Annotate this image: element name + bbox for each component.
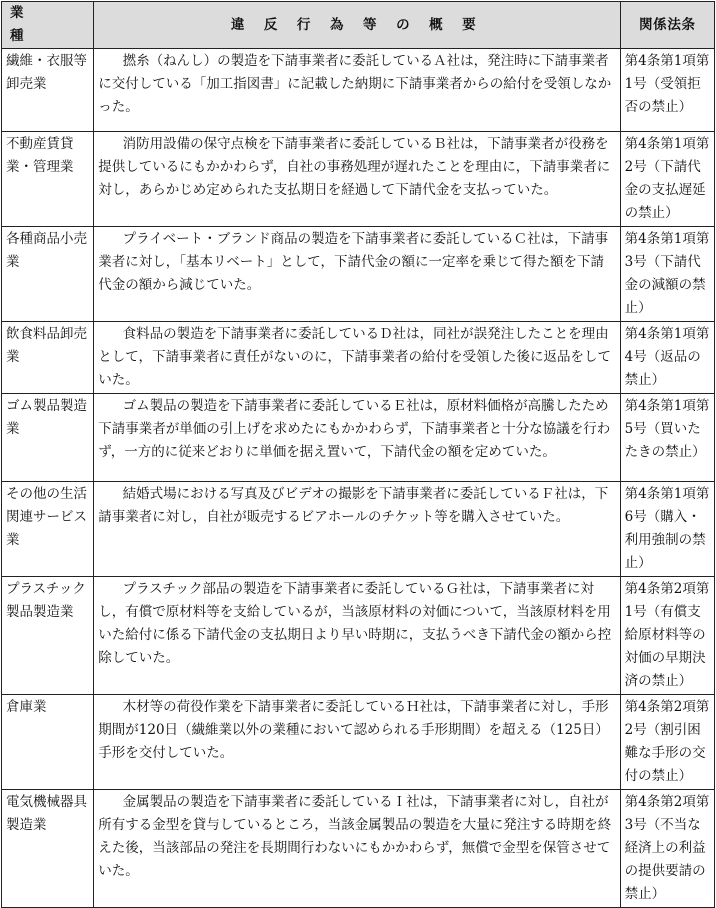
table-row	[2, 577, 715, 695]
cell-industry: その他の生活関連サービス業	[2, 482, 94, 577]
cell-summary: 撚糸（ねんし）の製造を下請事業者に委託しているＡ社は，発注時に下請事業者に交付している「加工指図書」に記載した納期に下請事業者からの給付を受領しなかった。	[94, 49, 620, 132]
cell-law: 第4条第1項第2号（下請代金の支払遅延の禁止）	[620, 132, 714, 227]
cell-industry: ゴム製品製造業	[2, 394, 94, 482]
cell-industry: 不動産賃貸業・管理業	[2, 132, 94, 227]
table-row	[2, 322, 715, 394]
cell-industry: 電気機械器具製造業	[2, 790, 94, 908]
cell-industry: 倉庫業	[2, 695, 94, 790]
cell-summary: 食料品の製造を下請事業者に委託しているＤ社は，同社が誤発注したことを理由として，下請事業者に責任がないのに，下請事業者の給付を受領した後に返品をしていた。	[94, 322, 620, 394]
cell-summary: プラスチック部品の製造を下請事業者に委託しているＧ社は，下請事業者に対し，有償で原材料等を支給しているが，当該原材料の対価について，当該原材料を用いた給付に係る下請代金の支払期日より早い時期に，支払うべき下請代金の額から控除していた。	[94, 577, 620, 695]
table-row	[2, 695, 715, 790]
cell-law: 第4条第1項第6号（購入・利用強制の禁止）	[620, 482, 714, 577]
cell-law: 第4条第2項第1号（有償支給原材料等の対価の早期決済の禁止）	[620, 577, 714, 695]
table-row	[2, 394, 715, 482]
cell-law: 第4条第1項第4号（返品の禁止）	[620, 322, 714, 394]
cell-industry: プラスチック製品製造業	[2, 577, 94, 695]
cell-industry: 各種商品小売業	[2, 227, 94, 322]
table-row	[2, 227, 715, 322]
violations-table	[1, 1, 715, 908]
cell-summary: プライベート・ブランド商品の製造を下請事業者に委託しているＣ社は，下請事業者に対し，「基本リベート」として，下請代金の額に一定率を乗じて得た額を下請代金の額から減じていた。	[94, 227, 620, 322]
header-law: 関係法条	[620, 2, 714, 49]
cell-law: 第4条第2項第2号（割引困難な手形の交付の禁止）	[620, 695, 714, 790]
cell-summary: 金属製品の製造を下請事業者に委託しているＩ社は，下請事業者に対し，自社が所有する金型を貸与しているところ，当該金属製品の製造を大量に発注する時期を終えた後，当該部品の発注を長期間行わないにもかかわらず，無償で金型を保管させていた。	[94, 790, 620, 908]
header-industry: 業 種	[2, 2, 94, 49]
table-row	[2, 482, 715, 577]
cell-summary: 結婚式場における写真及びビデオの撮影を下請事業者に委託しているＦ社は，下請事業者に対し，自社が販売するビアホールのチケット等を購入させていた。	[94, 482, 620, 577]
cell-summary: 木材等の荷役作業を下請事業者に委託しているＨ社は，下請事業者に対し，手形期間が120日（繊維業以外の業種において認められる手形期間）を超える（125日）手形を交付していた。	[94, 695, 620, 790]
table-header-row	[2, 2, 715, 49]
cell-summary: 消防用設備の保守点検を下請事業者に委託しているＢ社は，下請事業者が役務を提供しているにもかかわらず，自社の事務処理が遅れたことを理由に，下請事業者に対し，あらかじめ定められた支払期日を経過して下請代金を支払っていた。	[94, 132, 620, 227]
table-row	[2, 132, 715, 227]
cell-law: 第4条第1項第5号（買いたたきの禁止）	[620, 394, 714, 482]
table-row	[2, 790, 715, 908]
header-summary: 違 反 行 為 等 の 概 要	[94, 2, 620, 49]
cell-industry: 繊維・衣服等卸売業	[2, 49, 94, 132]
cell-law: 第4条第1項第3号（下請代金の減額の禁止）	[620, 227, 714, 322]
table-row	[2, 49, 715, 132]
cell-law: 第4条第1項第1号（受領拒否の禁止）	[620, 49, 714, 132]
cell-law: 第4条第2項第3号（不当な経済上の利益の提供要請の禁止）	[620, 790, 714, 908]
cell-summary: ゴム製品の製造を下請事業者に委託しているＥ社は，原材料価格が高騰したため下請事業者が単価の引上げを求めたにもかかわらず，下請事業者と十分な協議を行わず，一方的に従来どおりに単価を据え置いて，下請代金の額を定めていた。	[94, 394, 620, 482]
cell-industry: 飲食料品卸売業	[2, 322, 94, 394]
